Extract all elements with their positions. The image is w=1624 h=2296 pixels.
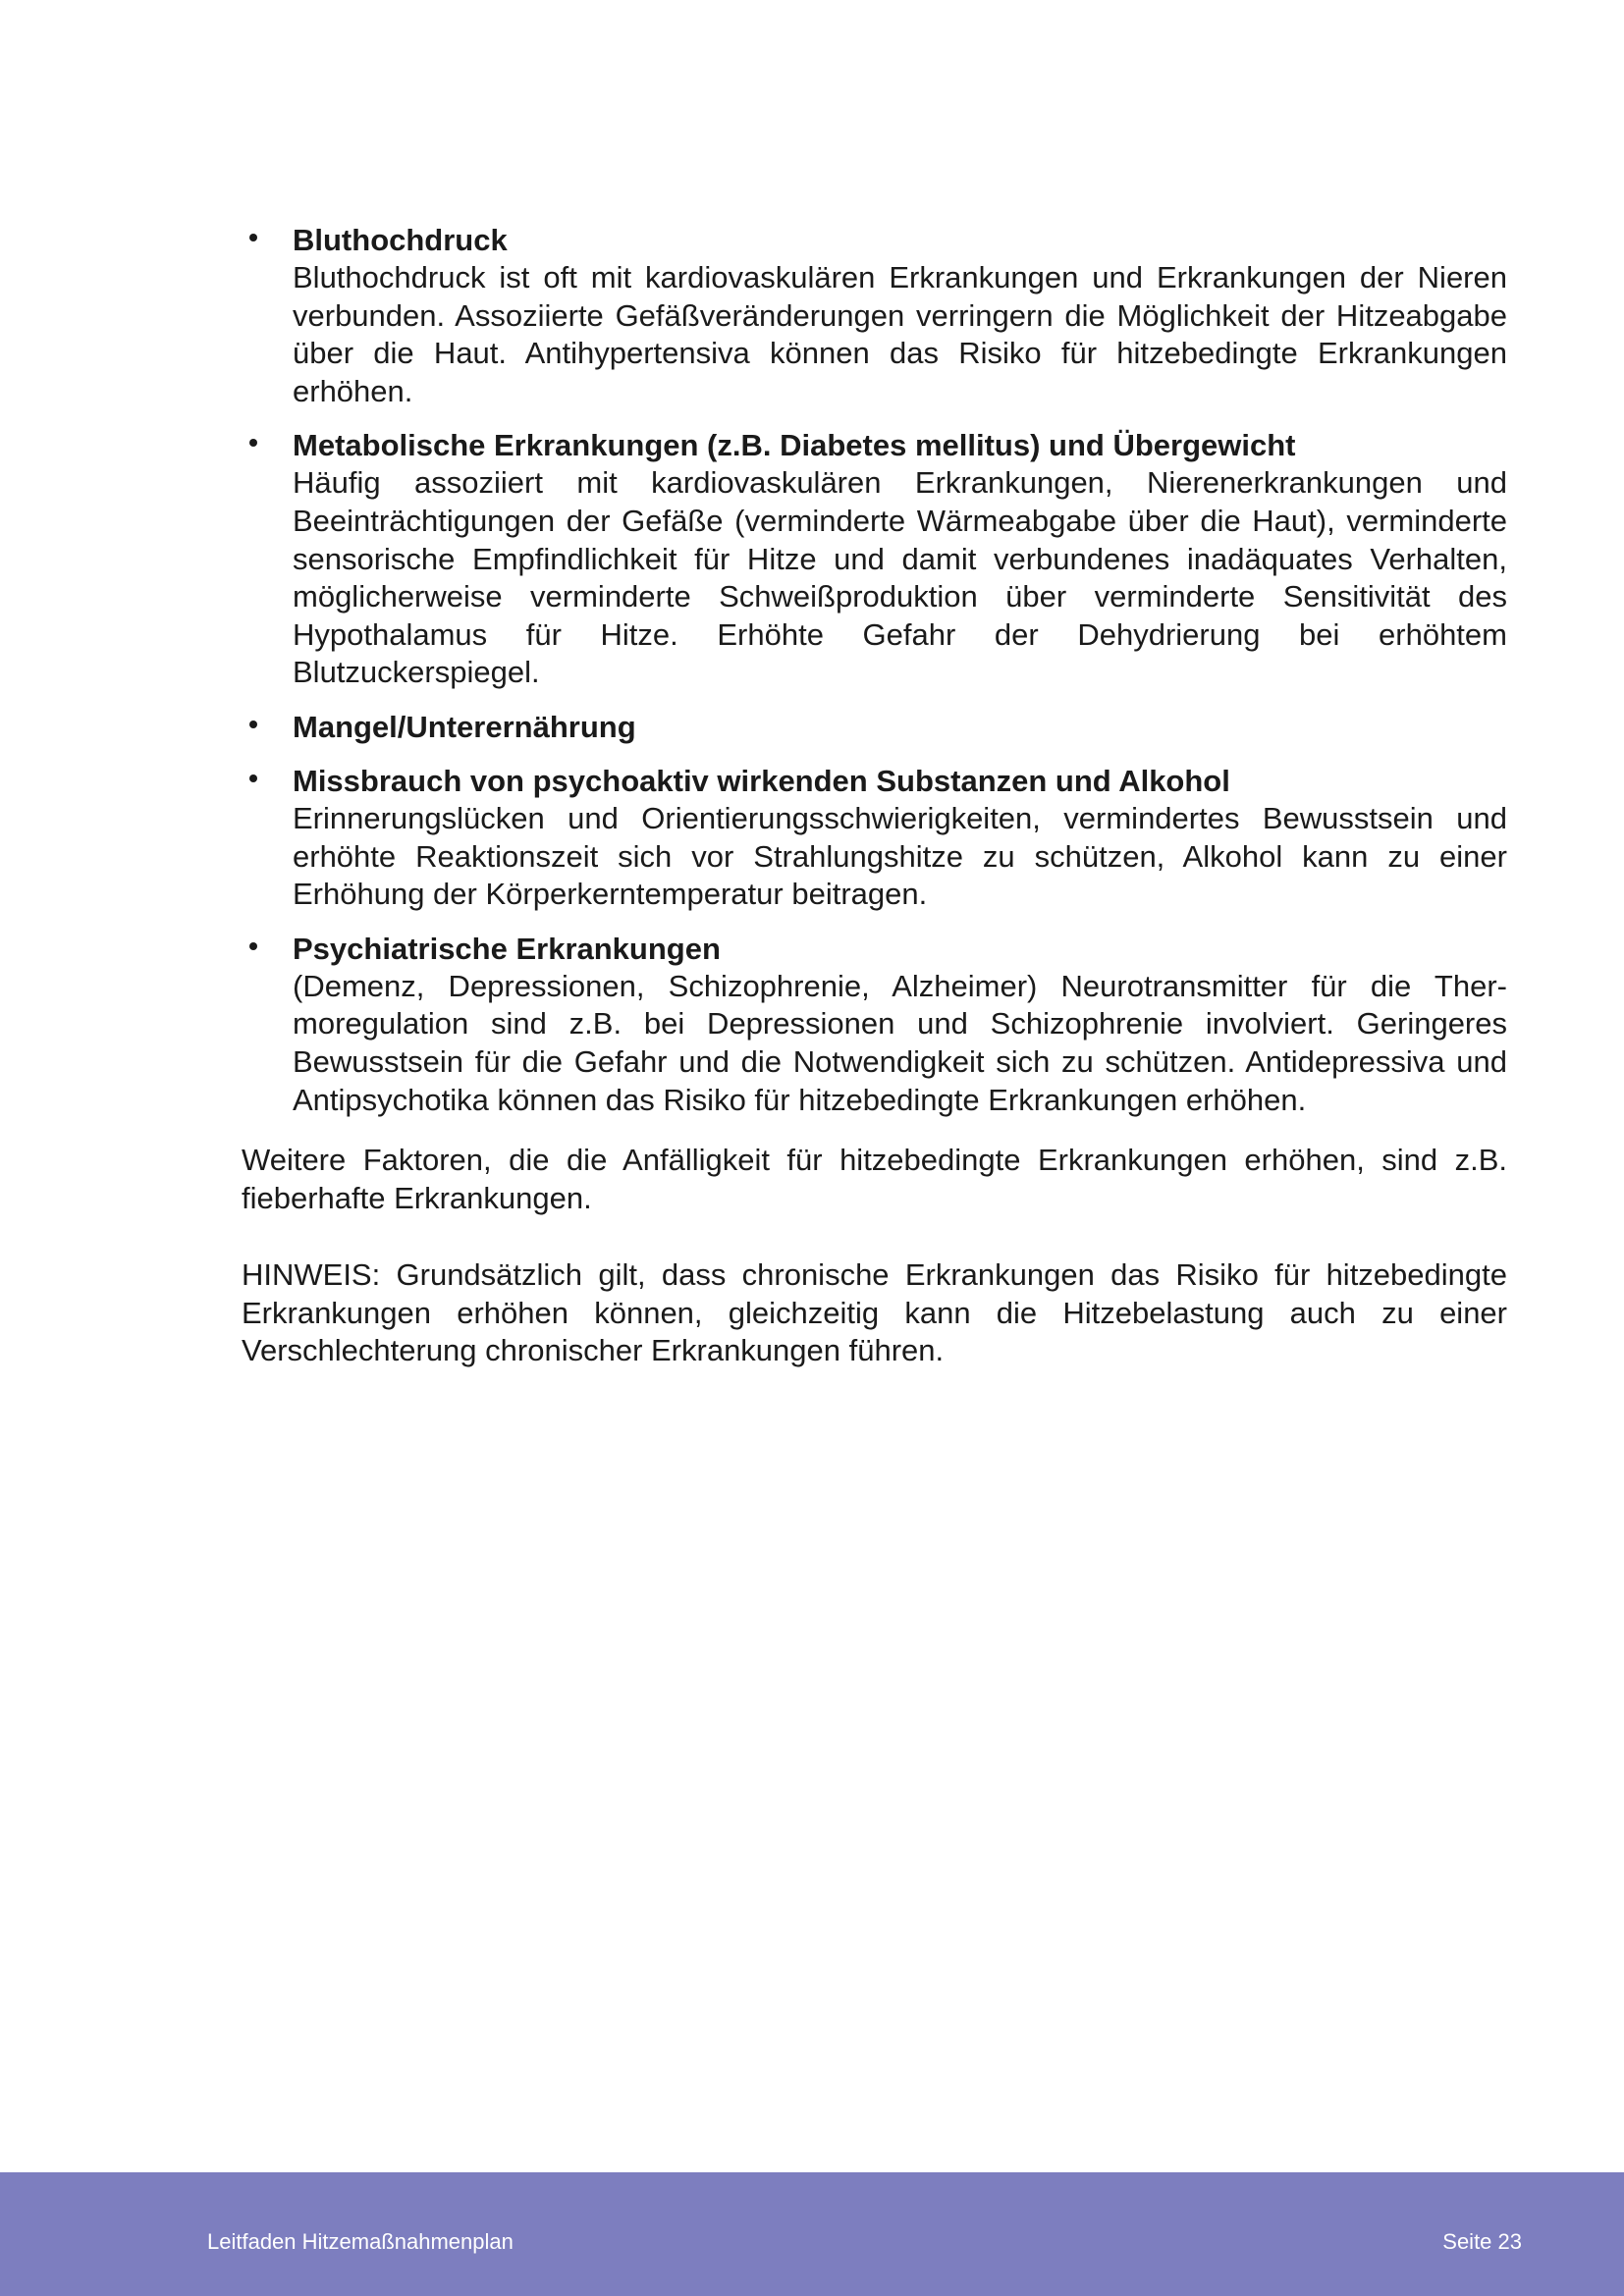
list-item-text: (Demenz, Depressionen, Schizophrenie, Alzheimer) Neurotransmitter für die Thermoregulation sind z.B. bei Depressionen und Schizophrenie involviert. Geringeres Bewusstsein für die Gefahr und die Notwendigkeit sich zu schützen. Antidepressiva und Antipsychotika können das Risiko für hitzebedingte Erkrankungen erhöhen. bbox=[293, 968, 1507, 1117]
list-item-text: Bluthochdruck ist oft mit kardiovaskulären Erkrankungen und Erkrankungen der Nieren verbunden. Assoziierte Gefäßveränderungen verringern die Möglichkeit der Hitzeabgabe über die Haut. Antihypertensiva können das Risiko für hitzebedingte Erkrankungen erhöhen. bbox=[293, 260, 1507, 408]
bullet-icon bbox=[249, 439, 257, 447]
bullet-icon bbox=[249, 774, 257, 782]
bullet-icon bbox=[249, 942, 257, 950]
bullet-icon bbox=[249, 234, 257, 241]
list-item-mangelernaehrung bbox=[242, 709, 1507, 746]
list-item-substanzmissbrauch bbox=[242, 763, 1507, 914]
risk-factor-list bbox=[242, 222, 1507, 1119]
bullet-icon bbox=[249, 721, 257, 728]
list-item-text: Erinnerungslücken und Orientierungsschwierigkeiten, vermindertes Bewusstsein und erhöhte Reaktionszeit sich vor Strahlungshitze zu schützen, Alkohol kann zu einer Erhöhung der Körperkerntemperatur beitragen. bbox=[293, 800, 1507, 912]
further-factors-paragraph: Weitere Faktoren, die die Anfälligkeit für hitzebedingte Erkrankungen erhöhen, sind z.B. fieberhafte Erkrankungen. bbox=[242, 1143, 1507, 1215]
page-content bbox=[242, 222, 1507, 1370]
list-item-title: Mangel/Unterernährung bbox=[293, 709, 636, 744]
list-item-metabolische-erkrankungen bbox=[242, 427, 1507, 692]
list-item-title: Bluthochdruck bbox=[293, 223, 508, 257]
list-item-title: Psychiatrische Erkrankungen bbox=[293, 931, 721, 966]
page-footer bbox=[0, 2172, 1624, 2296]
footer-document-title: Leitfaden Hitzemaßnahmenplan bbox=[207, 2229, 514, 2254]
footer-page-number: Seite 23 bbox=[1442, 2229, 1522, 2254]
list-item-psychiatrische-erkrankungen bbox=[242, 931, 1507, 1119]
list-item-title: Missbrauch von psychoaktiv wirkenden Substanzen und Alkohol bbox=[293, 763, 1230, 798]
list-item-title: Metabolische Erkrankungen (z.B. Diabetes mellitus) und Übergewicht bbox=[293, 428, 1296, 463]
list-item-bluthochdruck bbox=[242, 222, 1507, 410]
note-paragraph: HINWEIS: Grundsätzlich gilt, dass chronische Erkrankungen das Risiko für hitzebedingte Erkrankungen erhöhen können, gleichzeitig kann die Hitzebelastung auch zu einer Verschlechterung chronischer Erkrankungen führen. bbox=[242, 1257, 1507, 1368]
list-item-text: Häufig assoziiert mit kardiovaskulären Erkrankungen, Nierenerkrankungen und Beeinträchtigungen der Gefäße (verminderte Wärmeabgabe über die Haut), verminderte sensorische Empfindlichkeit für Hitze und damit verbundenes inadäquates Verhalten, möglicherweise verminderte Schweißproduktion über verminderte Sensitivität des Hypothalamus für Hitze. Erhöhte Gefahr der Dehydrierung bei erhöhtem Blutzuckerspiegel. bbox=[293, 465, 1507, 690]
